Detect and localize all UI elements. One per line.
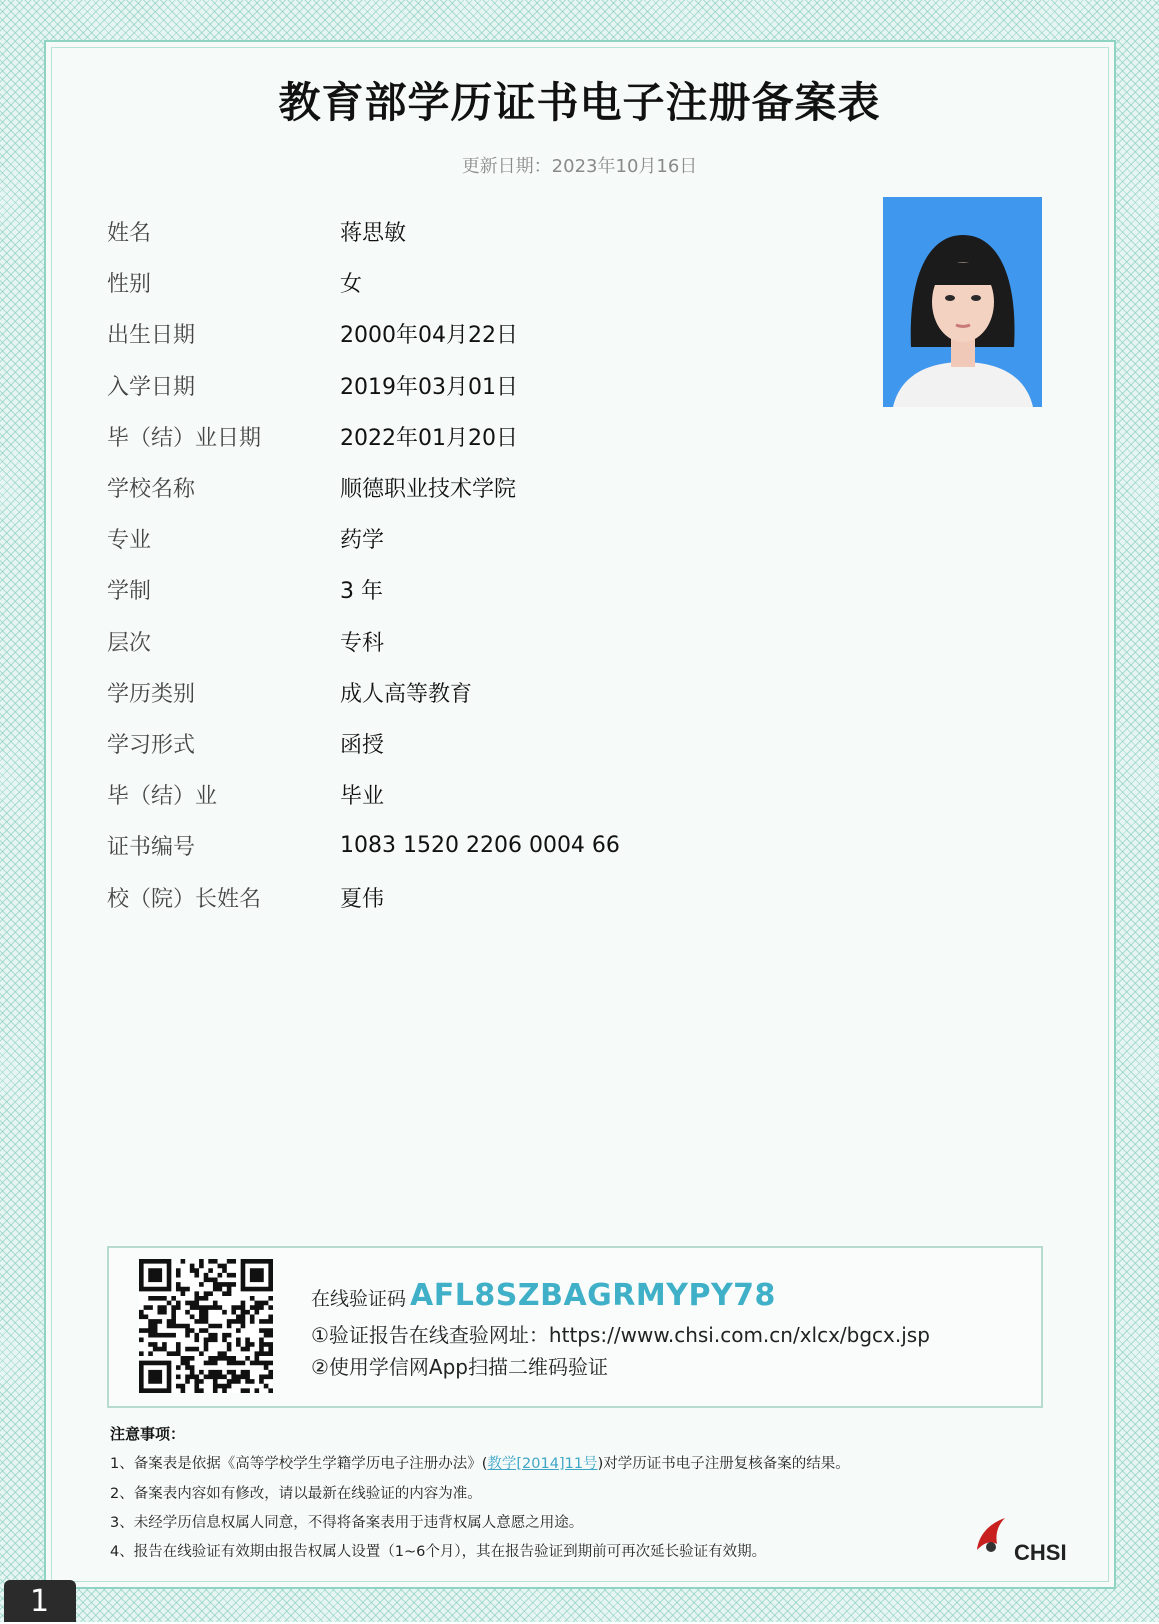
field-row-duration (107, 564, 620, 615)
field-row-gender (107, 257, 620, 308)
field-label: 毕（结）业日期 (107, 425, 262, 451)
portrait-illustration (883, 197, 1042, 407)
field-row-birthdate (107, 308, 620, 359)
field-value: 夏伟 (340, 886, 385, 912)
field-label: 学历类别 (107, 681, 196, 707)
field-value: 2019年03月01日 (340, 374, 518, 400)
note-text: )对学历证书电子注册复核备案的结果。 (597, 1456, 850, 1472)
note-text: 1、备案表是依据《高等学校学生学籍学历电子注册办法》( (110, 1456, 488, 1472)
field-value: 成人高等教育 (340, 681, 473, 707)
verification-code-line (311, 1278, 776, 1313)
info-table (107, 206, 620, 923)
field-label: 学习形式 (107, 732, 196, 758)
field-value: 1083 1520 2206 0004 66 (340, 833, 620, 859)
verification-app-line: ②使用学信网App扫描二维码验证 (311, 1355, 609, 1379)
verification-code-label: 在线验证码 (311, 1288, 407, 1310)
field-row-major (107, 513, 620, 564)
field-value: 专科 (340, 630, 385, 656)
field-label: 学校名称 (107, 477, 196, 503)
field-label: 层次 (107, 630, 152, 656)
page-title: 教育部学历证书电子注册备案表 (278, 78, 881, 127)
field-row-president (107, 871, 620, 922)
field-row-completion (107, 769, 620, 820)
field-value: 函授 (340, 732, 385, 758)
id-photo (883, 197, 1042, 407)
field-label: 入学日期 (107, 374, 196, 400)
verification-url-line: ①验证报告在线查验网址：https://www.chsi.com.cn/xlcx/bgcx.jsp (311, 1323, 930, 1347)
note-item-3: 3、未经学历信息权属人同意，不得将备案表用于违背权属人意愿之用途。 (110, 1515, 584, 1531)
note-item-1 (110, 1452, 850, 1473)
field-row-study-mode (107, 718, 620, 769)
field-row-level (107, 616, 620, 667)
chsi-logo-text: CHSI (1014, 1540, 1067, 1565)
page-number-badge: 1 (4, 1580, 76, 1622)
qr-code-icon (139, 1259, 273, 1393)
field-value: 女 (340, 272, 363, 298)
field-value: 蒋思敏 (340, 221, 407, 247)
field-row-name (107, 206, 620, 257)
field-value: 毕业 (340, 784, 385, 810)
field-value: 顺德职业技术学院 (340, 477, 517, 503)
field-row-graduation-date (107, 411, 620, 462)
field-value: 2000年04月22日 (340, 323, 518, 349)
field-row-certificate-number (107, 820, 620, 871)
note-item-4: 4、报告在线验证有效期由报告权属人设置（1~6个月），其在报告验证到期前可再次延长验证有效期。 (110, 1544, 767, 1560)
field-value: 3 年 (340, 579, 383, 605)
field-label: 出生日期 (107, 323, 196, 349)
field-row-education-type (107, 667, 620, 718)
update-date: 更新日期：2023年10月16日 (461, 156, 698, 177)
notes-title: 注意事项： (110, 1425, 186, 1443)
note-item-2: 2、备案表内容如有修改，请以最新在线验证的内容为准。 (110, 1486, 482, 1502)
field-label: 校（院）长姓名 (107, 886, 262, 912)
field-label: 姓名 (107, 221, 152, 247)
field-label: 专业 (107, 528, 152, 554)
field-value: 药学 (340, 528, 385, 554)
field-label: 证书编号 (107, 835, 196, 861)
verification-code: AFL8SZBAGRMYPY78 (410, 1278, 776, 1313)
field-row-school (107, 462, 620, 513)
regulation-link[interactable]: 教学[2014]11号 (487, 1456, 598, 1472)
field-row-enroll-date (107, 360, 620, 411)
field-label: 学制 (107, 579, 152, 605)
field-value: 2022年01月20日 (340, 425, 518, 451)
field-label: 毕（结）业 (107, 784, 218, 810)
field-label: 性别 (107, 272, 152, 298)
